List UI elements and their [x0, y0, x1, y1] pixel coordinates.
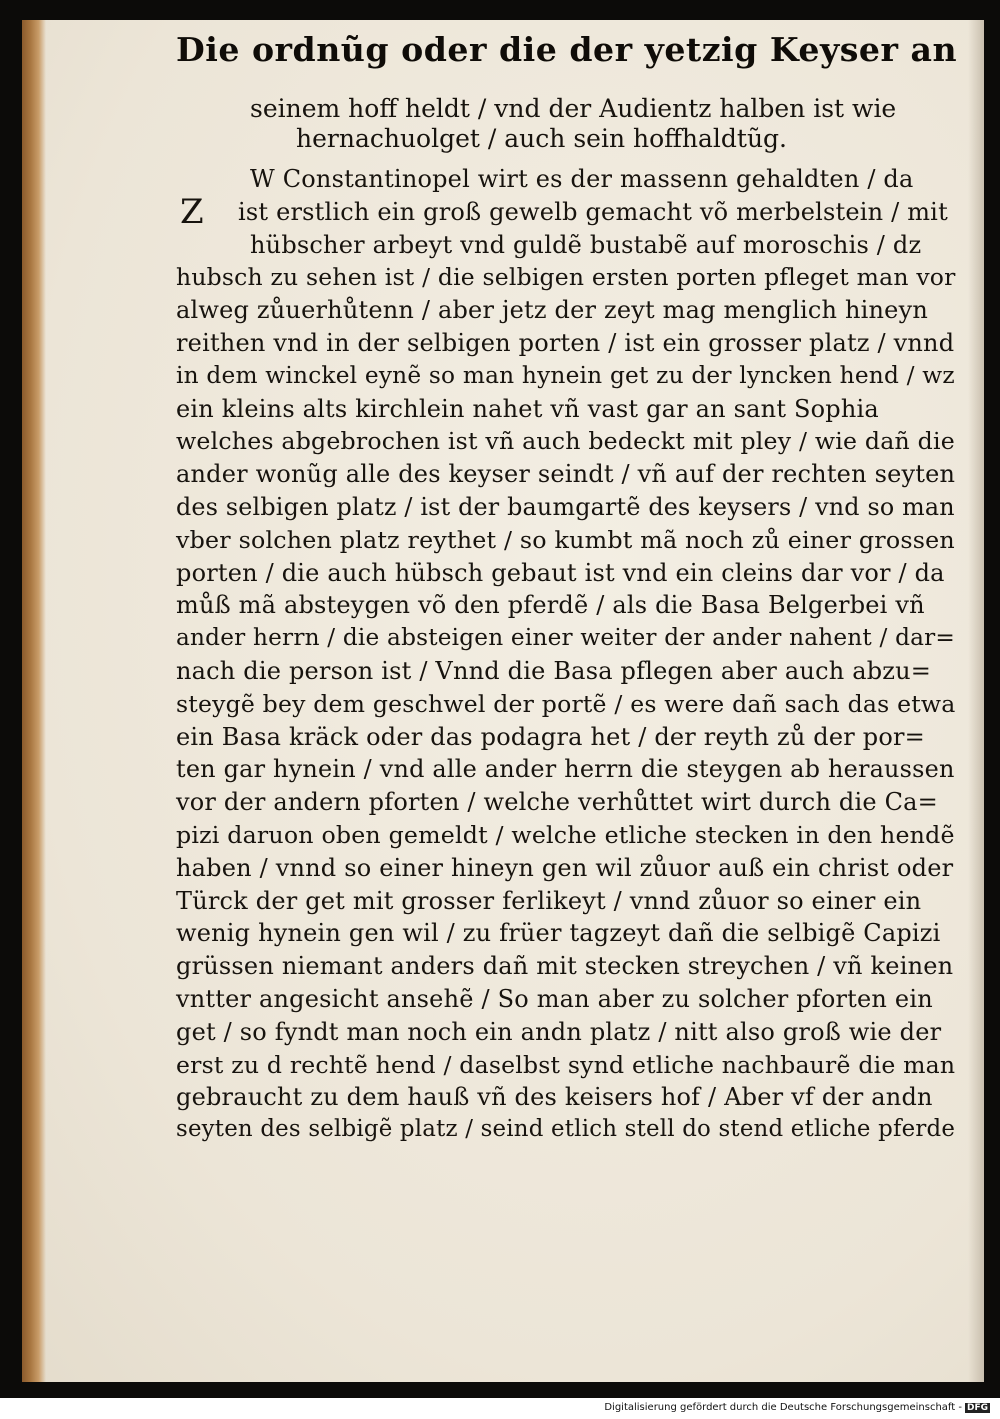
dfg-logo: DFG — [966, 1403, 988, 1413]
text-line: vntter angesicht ansehẽ / So man aber zu solcher pforten ein — [176, 985, 933, 1013]
footer-credit — [604, 1402, 990, 1413]
text-line: steygẽ bey dem geschwel der portẽ / es were dañ sach das etwa — [176, 689, 956, 718]
footer-text: Digitalisierung gefördert durch die Deutsche Forschungsgemeinschaft - — [604, 1402, 962, 1413]
initial-letter: Z — [180, 192, 204, 232]
text-line: ander herrn / die absteigen einer weiter der ander nahent / dar= — [176, 624, 956, 652]
page-right-edge — [968, 20, 984, 1382]
text-line: welches abgebrochen ist vñ auch bedeckt mit pley / wie dañ die — [176, 427, 955, 456]
text-line: alweg zůuerhůtenn / aber jetz der zeyt mag menglich hineyn — [176, 296, 928, 325]
text-line: můß mã absteygen võ den pferdẽ / als die Basa Belgerbei vñ — [176, 591, 925, 620]
heading-line-2: seinem hoff heldt / vnd der Audientz halben ist wie — [250, 94, 897, 123]
text-line: ten gar hynein / vnd alle ander herrn die steygen ab heraussen — [176, 755, 955, 784]
text-line: ein kleins alts kirchlein nahet vñ vast gar an sant Sophia — [176, 394, 879, 423]
text-line: des selbigen platz / ist der baumgartẽ des keysers / vnd so man — [176, 493, 955, 521]
text-line: hubsch zu sehen ist / die selbigen ersten porten pfleget man vor — [176, 263, 956, 292]
text-line: erst zu d rechtẽ hend / daselbst synd etliche nachbaurẽ die man — [176, 1050, 956, 1079]
text-line: ander wonũg alle des keyser seindt / vñ auf der rechten seyten — [176, 460, 956, 489]
text-line: porten / die auch hübsch gebaut ist vnd ein cleins dar vor / da — [176, 558, 945, 587]
text-line: seyten des selbigẽ platz / seind etlich stell do stend etliche pferde — [176, 1116, 956, 1143]
heading-line-3: hernachuolget / auch sein hoffhaldtũg. — [296, 124, 788, 153]
text-line: in dem winckel eynẽ so man hynein get zu der lyncken hend / wz — [176, 361, 955, 389]
page-heading: Die ordnũg oder die der yetzig Keyser an — [176, 30, 958, 69]
text-line: ein Basa kräck oder das podagra het / der reyth zů der por= — [176, 722, 925, 751]
text-line: nach die person ist / Vnnd die Basa pflegen aber auch abzu= — [176, 657, 932, 685]
text-line: get / so fyndt man noch ein andn platz / nitt also groß wie der — [176, 1017, 942, 1046]
text-line: wenig hynein gen wil / zu früer tagzeyt dañ die selbigẽ Capizi — [176, 919, 941, 948]
text-line: hübscher arbeyt vnd guldẽ bustabẽ auf moroschis / dz — [250, 230, 922, 259]
page-binding-edge — [22, 20, 46, 1382]
text-line: gebraucht zu dem hauß vñ des keisers hof / Aber vf der andn — [176, 1083, 933, 1112]
text-line: pizi daruon oben gemeldt / welche etliche stecken in den hendẽ — [176, 821, 955, 849]
text-line: W Constantinopel wirt es der massenn gehaldten / da — [250, 165, 914, 193]
text-line: vber solchen platz reythet / so kumbt mã noch zů einer grossen — [176, 525, 955, 554]
text-line: vor der andern pforten / welche verhůttet wirt durch die Ca= — [176, 788, 938, 817]
text-line: ist erstlich ein groß gewelb gemacht võ merbelstein / mit — [238, 197, 948, 226]
text-line: Türck der get mit grosser ferlikeyt / vnnd zůuor so einer ein — [176, 886, 922, 915]
text-line: grüssen niemant anders dañ mit stecken streychen / vñ keinen — [176, 952, 954, 981]
text-line: haben / vnnd so einer hineyn gen wil zůuor auß ein christ oder — [176, 853, 954, 882]
text-line: reithen vnd in der selbigen porten / ist ein grosser platz / vnnd — [176, 329, 955, 357]
